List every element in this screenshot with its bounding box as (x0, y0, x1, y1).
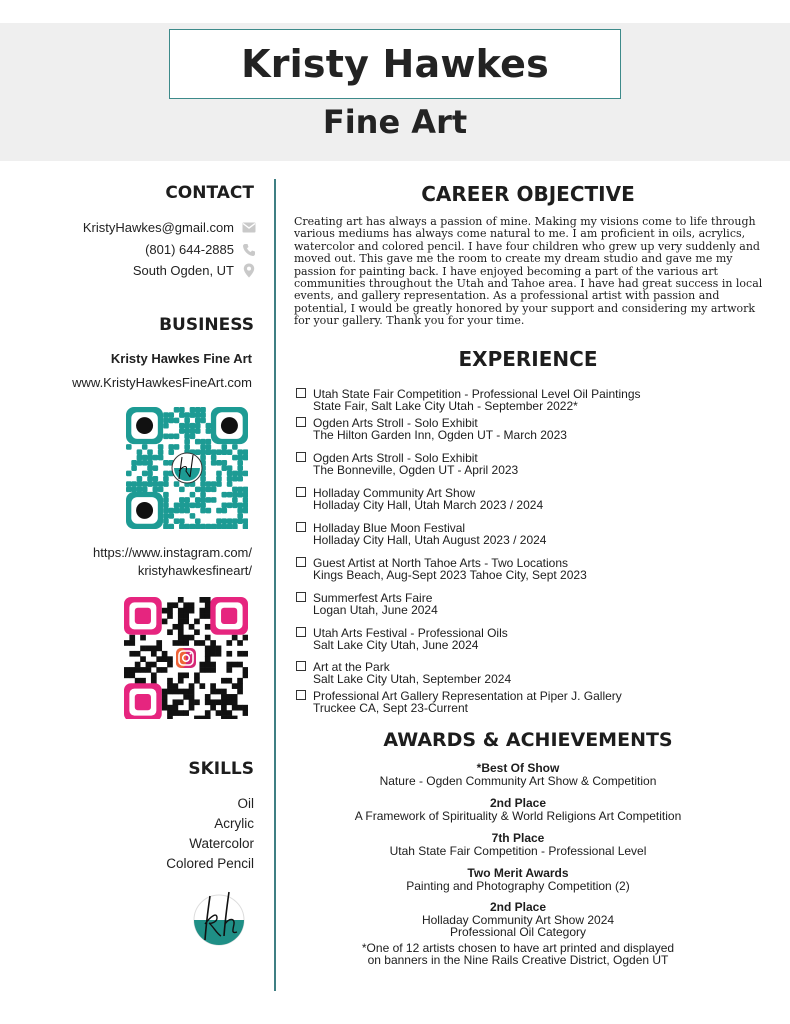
award-title: Two Merit Awards (467, 866, 569, 880)
instagram-qr-code[interactable] (124, 597, 248, 724)
map-pin-icon (242, 264, 256, 278)
award-item (290, 867, 746, 892)
experience-title: EXPERIENCE (458, 347, 598, 371)
checkbox-icon (296, 417, 306, 427)
checkbox-icon (296, 592, 306, 602)
experience-title-text: Professional Art Gallery Representation at Piper J. Gallery (313, 689, 622, 703)
award-item (290, 832, 746, 857)
award-title: 2nd Place (489, 900, 547, 914)
left-column (0, 0, 274, 1024)
business-website[interactable]: www.KristyHawkesFineArt.com (72, 375, 252, 390)
contact-email-row (83, 220, 256, 235)
column-divider (274, 179, 276, 991)
award-title: *Best Of Show (476, 761, 560, 775)
skills-title: SKILLS (188, 759, 254, 779)
awards-title: AWARDS & ACHIEVEMENTS (383, 729, 673, 751)
checkbox-icon (296, 690, 306, 700)
experience-title-text: Utah Arts Festival - Professional Oils (313, 626, 508, 640)
skill-item: Oil (237, 796, 254, 811)
skills-list (166, 794, 254, 874)
footnote-line-2: on banners in the Nine Rails Creative District, Ogden UT (367, 952, 669, 967)
experience-title-text: Utah State Fair Competition - Professional Level Oil Paintings (313, 387, 641, 401)
award-item (290, 797, 746, 822)
award-detail-2: Professional Oil Category (449, 925, 587, 939)
experience-detail-text: Salt Lake City Utah, September 2024 (313, 672, 512, 686)
experience-detail-text: Salt Lake City Utah, June 2024 (313, 638, 479, 652)
skill-item: Acrylic (214, 816, 254, 831)
instagram-url-line1[interactable]: https://www.instagram.com/ (93, 545, 252, 560)
experience-title-text: Ogden Arts Stroll - Solo Exhibit (313, 416, 478, 430)
footnote-line-1: *One of 12 artists chosen to have art printed and displayed (361, 941, 675, 955)
experience-detail-text: State Fair, Salt Lake City Utah - September 2022* (313, 399, 578, 413)
career-objective-text: Creating art has always a passion of mine. Making my visions come to life through various mediums has always come natural to me. I am proficient in oils, acrylics, watercolor and colored pencil. I have four children who grew up very suddenly and moved out. This gave me the room to create my dream studio and gave me my passion for painting back. I have enjoyed becoming a part of the various art communities throughout the Utah and Tahoe area. I have had great success in local events, and gallery representation. As a professional artist with passion and potential, I would be greatly honored by your support and considering my artwork for your gallery. Thank you for your time. (294, 215, 763, 328)
career-objective-title: CAREER OBJECTIVE (421, 182, 635, 206)
header-subtitle: Fine Art (322, 103, 468, 141)
checkbox-icon (296, 388, 306, 398)
experience-title-text: Summerfest Arts Faire (313, 591, 433, 605)
experience-title-text: Art at the Park (313, 660, 390, 674)
qr-finder-pattern (126, 407, 163, 444)
experience-title-text: Guest Artist at North Tahoe Arts - Two Locations (313, 556, 569, 570)
contact-email[interactable]: KristyHawkes@gmail.com (82, 220, 234, 235)
checkbox-icon (296, 627, 306, 637)
award-item (290, 901, 746, 939)
business-name: Kristy Hawkes Fine Art (110, 351, 252, 366)
checkbox-icon (296, 557, 306, 567)
experience-detail-text: The Bonneville, Ogden UT - April 2023 (313, 463, 519, 477)
qr-finder-pattern (124, 683, 162, 719)
kh-logo (193, 890, 247, 951)
experience-detail-text: The Hilton Garden Inn, Ogden UT - March 2023 (313, 428, 567, 442)
award-detail: Painting and Photography Competition (2) (406, 878, 630, 893)
experience-detail-text: Kings Beach, Aug-Sept 2023 Tahoe City, Sept 2023 (313, 568, 587, 582)
skill-item: Colored Pencil (166, 856, 254, 871)
checkbox-icon (296, 661, 306, 671)
business-title: BUSINESS (159, 315, 254, 335)
checkbox-icon (296, 452, 306, 462)
phone-icon (242, 243, 256, 257)
award-detail: Utah State Fair Competition - Professional Level (389, 843, 647, 858)
website-qr-code[interactable] (126, 407, 248, 534)
contact-location: South Ogden, UT (132, 263, 234, 278)
contact-title: CONTACT (165, 183, 254, 203)
qr-finder-pattern (126, 492, 163, 529)
instagram-icon (176, 648, 196, 668)
checkbox-icon (296, 522, 306, 532)
instagram-url-line2[interactable]: kristyhawkesfineart/ (137, 563, 252, 578)
experience-title-text: Holladay Community Art Show (313, 486, 476, 500)
award-title: 2nd Place (489, 796, 547, 810)
experience-detail-text: Holladay City Hall, Utah August 2023 / 2024 (313, 533, 547, 547)
skill-item: Watercolor (189, 836, 254, 851)
artist-name: Kristy Hawkes (241, 42, 549, 86)
qr-finder-pattern (210, 597, 248, 635)
checkbox-icon (296, 487, 306, 497)
award-title: 7th Place (491, 831, 545, 845)
experience-detail-text: Holladay City Hall, Utah March 2023 / 2024 (313, 498, 544, 512)
experience-title-text: Ogden Arts Stroll - Solo Exhibit (313, 451, 478, 465)
experience-detail-text: Truckee CA, Sept 23-Current (313, 701, 468, 715)
qr-finder-pattern (211, 407, 248, 444)
contact-phone: (801) 644-2885 (145, 242, 234, 257)
experience-detail-text: Logan Utah, June 2024 (313, 603, 438, 617)
award-detail: Nature - Ogden Community Art Show & Competition (379, 773, 657, 788)
award-detail: A Framework of Spirituality & World Religions Art Competition (354, 808, 682, 823)
contact-phone-row (145, 242, 256, 257)
award-footnote (290, 943, 746, 966)
qr-finder-pattern (124, 597, 162, 635)
envelope-icon (242, 221, 256, 235)
award-item (290, 762, 746, 787)
contact-location-row (133, 263, 256, 278)
award-detail: Holladay Community Art Show 2024 (421, 912, 615, 927)
experience-title-text: Holladay Blue Moon Festival (313, 521, 466, 535)
